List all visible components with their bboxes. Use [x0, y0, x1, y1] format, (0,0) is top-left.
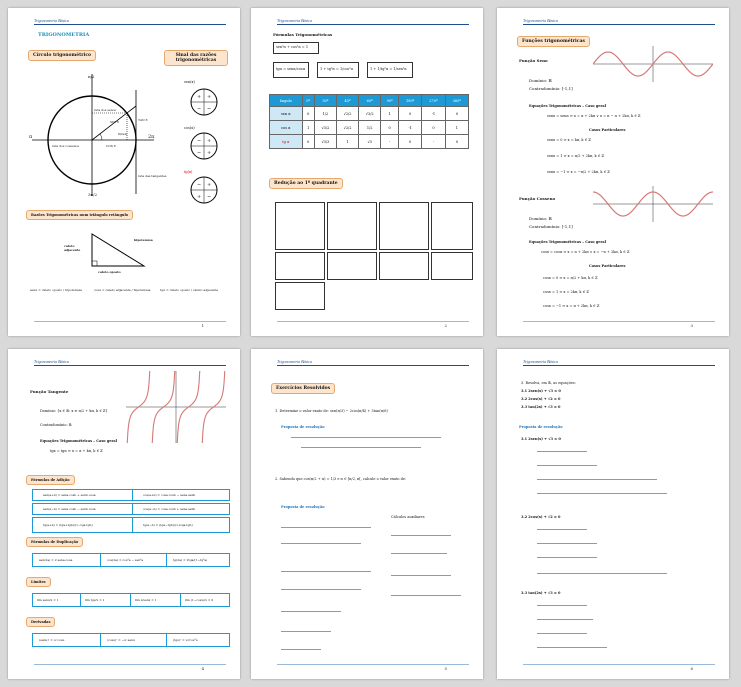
formula-box	[80, 593, 132, 607]
table-cell: √2/2	[336, 107, 358, 121]
page-2	[251, 8, 483, 336]
equation-line	[301, 447, 421, 448]
section-circle: Círculo trigonométrico	[28, 50, 96, 61]
exercise-3-2: 3.2 2cos(x) + √2 = 0	[521, 397, 561, 401]
label-angle: θ(rad)	[118, 132, 128, 136]
table-cell: -1	[422, 107, 445, 121]
table-row	[270, 107, 469, 121]
section-limits: Limites	[26, 577, 51, 587]
sine-case-1: senx = 0 ⇔ x = kπ, k ∈ ℤ	[547, 138, 591, 142]
header-rule	[277, 24, 469, 25]
cosine-eq: cosx = cosα ⇔ x = α + 2kπ ∨ x = −α + 2kπ, k ∈ ℤ	[541, 250, 630, 254]
formula-box	[32, 553, 102, 567]
exercise-2: 2. Sabendo que cos(π/2 + α) = 1/3 e α ∈ ]π/2, π[, calcule o valor exato de:	[275, 477, 407, 481]
table-header-cell: 0º	[302, 95, 314, 107]
identity-box-2	[273, 62, 309, 78]
reduction-box	[275, 252, 325, 280]
svg-text:+: +	[197, 194, 202, 200]
svg-text:−: −	[207, 194, 212, 200]
page-header: Trigonometria Básica	[277, 18, 313, 23]
table-row-label: sen α	[270, 107, 303, 121]
equation-line	[281, 527, 371, 528]
equation-line	[281, 649, 321, 650]
footer-rule	[277, 664, 469, 665]
equation-line	[281, 543, 361, 544]
page-header: Trigonometria Básica	[523, 18, 559, 23]
label-opposite: cateto oposto	[98, 270, 121, 274]
formula-text: tg(a−b) = (tga−tgb)/(1+tga·tgb)	[143, 523, 193, 527]
section-addition: Fórmulas de Adição	[26, 475, 75, 485]
svg-text:−: −	[197, 138, 202, 144]
page-number: 6	[690, 666, 693, 671]
header-rule	[34, 24, 226, 25]
identity-box-3	[317, 62, 359, 78]
equation-line	[537, 543, 597, 544]
exercise-3: 3. Resolva, em ℝ, as equações:	[521, 381, 576, 385]
equation-line	[537, 465, 597, 466]
formula-text: lim senx/x = 1	[37, 598, 59, 602]
trig-values-table	[269, 94, 469, 149]
table-cell: 1	[381, 107, 399, 121]
table-cell: 1	[302, 121, 314, 135]
label-reta-sen: reta dos senos	[94, 108, 116, 112]
formula-box	[166, 553, 230, 567]
equation-line	[281, 571, 371, 572]
sine-case-3: senx = −1 ⇔ x = −π/2 + 2kπ, k ∈ ℤ	[547, 170, 610, 174]
sine-eq-title: Equações Trigonométricas – Caso geral	[529, 104, 606, 108]
section-reduction: Redução ao 1º quadrante	[269, 178, 343, 189]
formula-text: cos(a−b) = cosa·cosb + sena·senb	[143, 507, 196, 511]
label-hypotenuse: hipotenusa	[134, 238, 153, 242]
exercise-3-3-again: 3.3 tan(2x) + √3 = 0	[521, 591, 561, 595]
table-header-cell: 60º	[359, 95, 381, 107]
page-4	[8, 349, 240, 679]
tangent-eq: tgx = tgα ⇔ x = α + kπ, k ∈ ℤ	[50, 449, 103, 453]
table-cell: -	[422, 135, 445, 149]
reduction-box	[275, 202, 325, 250]
reduction-box	[275, 282, 325, 310]
exercise-3-2-again: 3.2 2cos(x) + √2 = 0	[521, 515, 561, 519]
equation-line	[537, 529, 587, 530]
footer-rule	[523, 321, 715, 322]
table-cell: 0	[399, 107, 422, 121]
table-cell: 0	[422, 121, 445, 135]
formula-text: lim tgx/x = 1	[85, 598, 105, 602]
tangent-eq-title: Equações Trigonométricas – Caso geral	[40, 439, 117, 443]
svg-text:−: −	[197, 106, 202, 112]
label-pi: π	[29, 134, 33, 140]
section-derivatives: Derivadas	[26, 617, 55, 627]
header-rule	[523, 365, 715, 366]
label-reta-tg: reta das tangentes	[138, 174, 167, 178]
formula-box	[132, 517, 230, 533]
formula-box	[180, 593, 230, 607]
sine-domain: Domínio: ℝ	[529, 78, 552, 83]
reduction-box	[327, 252, 377, 280]
tangent-title: Função Tangente	[30, 389, 69, 394]
identity-1: sen²α + cos²α = 1	[276, 45, 309, 49]
table-cell: 1/2	[359, 121, 381, 135]
resolution-3: Proposta de resolução	[519, 425, 563, 429]
header-rule	[523, 24, 715, 25]
exercise-3-1: 3.1 2sen(x) + √3 = 0	[521, 389, 561, 393]
header-rule	[34, 365, 226, 366]
formula-text: tg(2a) = 2tga/(1−tg²a)	[173, 558, 208, 562]
tangent-range: Contradomínio: ℝ	[40, 423, 72, 427]
table-row	[270, 121, 469, 135]
formula-box	[32, 489, 134, 501]
table-cell: 1	[445, 121, 468, 135]
tangent-graph	[126, 371, 226, 443]
label-tan: TAN θ	[138, 118, 148, 122]
cosine-range: Contradomínio: [-1,1]	[529, 224, 573, 229]
cosine-title: Função Cosseno	[519, 196, 556, 201]
formula-box	[32, 593, 82, 607]
formula-text: cos(a+b) = cosa·cosb − sena·senb	[143, 493, 196, 497]
reduction-box	[379, 202, 429, 250]
identity-box-4	[367, 62, 413, 78]
equation-line	[537, 479, 657, 480]
formula-text: (tgu)' = u'/cos²u	[173, 638, 198, 642]
exercise-1: 1. Determine o valor exato de: sen(π/3) − 2cos(π/4) + 3tan(π/6)	[275, 409, 388, 413]
cosine-eq-title: Equações Trigonométricas – Caso geral	[529, 240, 606, 244]
svg-text:−: −	[197, 150, 202, 156]
tangent-domain: Domínio: {x ∈ ℝ: x ≠ π/2 + kπ, k ∈ ℤ}	[40, 409, 108, 413]
equation-line	[537, 647, 607, 648]
formula-text: sen(2a) = 2 sena·cosa	[39, 558, 73, 562]
cosine-graph	[593, 186, 713, 222]
label-cos: COS θ	[106, 144, 116, 148]
section-signs: Sinal das razões trigonométricas	[164, 50, 228, 66]
identity-3: 1 + tg²α = 1/cos²α	[320, 67, 353, 71]
formula-text: cos(2a) = cos²a − sen²a	[107, 558, 144, 562]
sine-cases-title: Casos Particulares	[589, 128, 626, 132]
equation-line	[391, 553, 447, 554]
formula-text: tg(a+b) = (tga+tgb)/(1−tga·tgb)	[43, 523, 93, 527]
label-three-half-pi: 3π/2	[88, 192, 98, 197]
sign-circle-cos	[190, 132, 218, 160]
page-header: Trigonometria Básica	[34, 359, 70, 364]
table-cell: 0	[302, 107, 314, 121]
label-reta-cos: reta dos cossenos	[52, 144, 79, 148]
equation-line	[291, 437, 441, 438]
page-number: 1	[201, 323, 204, 328]
page-header: Trigonometria Básica	[277, 359, 313, 364]
table-header-row	[270, 95, 469, 107]
table-header-cell: ângulo	[270, 95, 303, 107]
sign-label-sen: sen(x)	[184, 80, 195, 84]
cosine-case-2: cosx = 1 ⇔ x = 2kπ, k ∈ ℤ	[543, 290, 589, 294]
table-cell: 0	[302, 135, 314, 149]
equation-line	[537, 633, 587, 634]
formula-box	[130, 593, 182, 607]
table-cell: √3/3	[314, 135, 336, 149]
svg-text:+: +	[207, 94, 212, 100]
table-cell: √3/2	[359, 107, 381, 121]
table-cell: -	[381, 135, 399, 149]
page-6	[497, 349, 729, 679]
equation-line	[537, 605, 587, 606]
table-cell: 0	[445, 107, 468, 121]
sine-case-2: senx = 1 ⇔ x = π/2 + 2kπ, k ∈ ℤ	[547, 154, 604, 158]
formula-box	[132, 503, 230, 515]
table-row	[270, 135, 469, 149]
page-number: 5	[444, 666, 447, 671]
equation-line	[537, 493, 667, 494]
ratio-cos: cosα = cateto adjacente / hipotenusa	[94, 288, 151, 292]
table-header-cell: 30º	[314, 95, 336, 107]
ratio-tg: tgα = cateto oposto / cateto adjacente	[160, 288, 219, 292]
svg-text:+: +	[197, 94, 202, 100]
footer-rule	[277, 321, 469, 322]
equation-line	[391, 575, 451, 576]
formula-box	[166, 633, 230, 647]
svg-text:−: −	[207, 106, 212, 112]
formula-box	[32, 633, 102, 647]
reduction-box	[431, 252, 473, 280]
equation-line	[281, 631, 331, 632]
table-cell: 0	[399, 135, 422, 149]
table-cell: √3	[359, 135, 381, 149]
page-5	[251, 349, 483, 679]
cosine-domain: Domínio: ℝ	[529, 216, 552, 221]
label-two-pi: 2π	[148, 134, 155, 140]
footer-rule	[34, 321, 226, 322]
equation-line	[391, 595, 461, 596]
equation-line	[537, 451, 587, 452]
functions-title: Funções trigonométricas	[517, 36, 590, 47]
reduction-box	[327, 202, 377, 250]
identity-4: 1 + 1/tg²α = 1/sen²α	[370, 67, 407, 71]
reduction-box	[379, 252, 429, 280]
header-rule	[277, 365, 469, 366]
formula-text: lim x/senx = 1	[135, 598, 157, 602]
label-adjacent: cateto adjacente	[64, 244, 81, 252]
resolution-1: Proposta de resolução	[281, 425, 325, 429]
table-cell: √2/2	[336, 121, 358, 135]
sign-circle-sen	[190, 88, 218, 116]
formula-text: (cosu)' = −u'·senu	[107, 638, 135, 642]
equation-line	[281, 611, 341, 612]
reduction-box	[431, 202, 473, 250]
footer-rule	[34, 664, 226, 665]
sine-graph	[593, 46, 713, 82]
page-title: TRIGONOMETRIA	[38, 32, 90, 38]
formula-box	[100, 633, 168, 647]
table-cell: 0	[381, 121, 399, 135]
cosine-case-3: cosx = −1 ⇔ x = π + 2kπ, k ∈ ℤ	[543, 304, 600, 308]
page-3	[497, 8, 729, 336]
sign-circle-tg	[190, 176, 218, 204]
equation-line	[537, 557, 597, 558]
table-header-cell: 45º	[336, 95, 358, 107]
formula-text: sen(a−b) = sena·cosb − senb·cosa	[43, 507, 96, 511]
svg-text:+: +	[207, 150, 212, 156]
aux-calculations: Cálculos auxiliares	[391, 515, 425, 519]
cosine-cases-title: Casos Particulares	[589, 264, 626, 268]
svg-text:+: +	[207, 138, 212, 144]
table-cell: 1	[336, 135, 358, 149]
table-cell: 1/2	[314, 107, 336, 121]
page-number: 3	[690, 323, 693, 328]
sign-label-tg: tg(x)	[184, 170, 193, 174]
page-number: 2	[444, 323, 447, 328]
sine-eq: senx = senα ⇔ x = α + 2kπ ∨ x = π − α + 2kπ, k ∈ ℤ	[547, 114, 641, 118]
label-half-pi: π/2	[88, 74, 95, 79]
footer-rule	[523, 664, 715, 665]
page-header: Trigonometria Básica	[523, 359, 559, 364]
formula-box	[32, 503, 134, 515]
svg-text:+: +	[207, 182, 212, 188]
formula-box	[100, 553, 168, 567]
equation-line	[281, 589, 361, 590]
right-triangle-diagram	[88, 230, 148, 270]
resolution-2: Proposta de resolução	[281, 505, 325, 509]
sine-title: Função Seno	[519, 58, 548, 63]
exercise-3-3: 3.3 tan(2x) + √3 = 0	[521, 405, 561, 409]
table-cell: 0	[445, 135, 468, 149]
cosine-case-1: cosx = 0 ⇔ x = π/2 + kπ, k ∈ ℤ	[543, 276, 598, 280]
sine-range: Contradomínio: [-1,1]	[529, 86, 573, 91]
sign-label-cos: cos(x)	[184, 126, 195, 130]
label-sin: SIN θ	[110, 120, 119, 124]
ratio-sin: senα = cateto oposto / hipotenusa	[30, 288, 82, 292]
page-header: Trigonometria Básica	[34, 18, 70, 23]
formula-box	[32, 517, 134, 533]
equation-line	[537, 573, 667, 574]
formula-text: (senu)' = u'·cosu	[39, 638, 65, 642]
table-header-cell: 180º	[399, 95, 422, 107]
page-1	[8, 8, 240, 336]
table-header-cell: 270º	[422, 95, 445, 107]
formula-text: sen(a+b) = sena·cosb + senb·cosa	[43, 493, 96, 497]
unit-circle-diagram	[28, 70, 158, 200]
identity-2: tgα = senα/cosα	[276, 67, 306, 71]
table-cell: √3/2	[314, 121, 336, 135]
table-header-cell: 90º	[381, 95, 399, 107]
table-cell: -1	[399, 121, 422, 135]
exercise-3-1-again: 3.1 2sen(x) + √3 = 0	[521, 437, 561, 441]
exercises-title: Exercícios Resolvidos	[271, 383, 335, 394]
table-row-label: cos α	[270, 121, 303, 135]
page-number: 4	[201, 666, 204, 671]
table-header-cell: 360º	[445, 95, 468, 107]
section-ratios: Razões Trigonométricas num triângulo retângulo	[26, 210, 133, 220]
section-duplication: Fórmulas de Duplicação	[26, 537, 83, 547]
formula-box	[132, 489, 230, 501]
formulas-title: Fórmulas Trigonométricas	[273, 32, 333, 37]
svg-text:−: −	[197, 182, 202, 188]
equation-line	[391, 535, 451, 536]
identity-box-1	[273, 42, 319, 54]
equation-line	[537, 619, 593, 620]
formula-text: lim (1−cosx)/x = 0	[185, 598, 214, 602]
table-row-label: tg α	[270, 135, 303, 149]
